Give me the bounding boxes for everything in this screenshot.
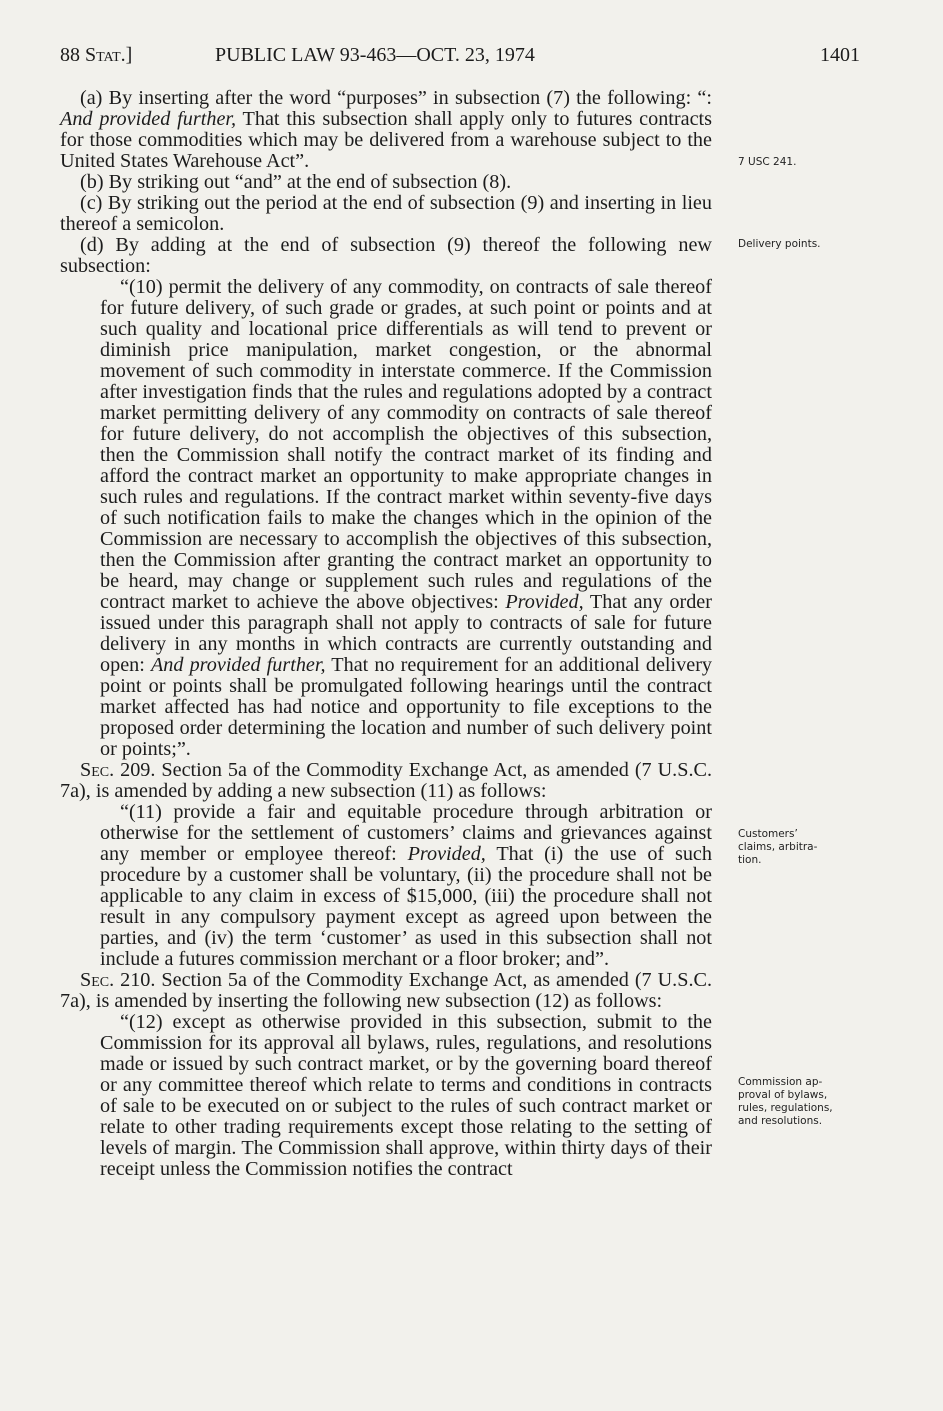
subsection-10-quote: “(10) permit the delivery of any commodity, on contracts of sale thereof for future delivery, of such grade or grades, at such point or points and at such quality and locational price differentials as will tend to prevent or diminish price manipulation, market congestion, or the abnormal movement of such commodity in interstate commerce. If the Commission after investigation finds that the rules and regulations adopted by a contract market permitting delivery of any commodity on contracts of sale thereof for future delivery, do not accomplish the objectives of this subsection, then the Commission shall notify the contract market of its finding and afford the contract market an opportunity to make appropriate changes in such rules and regulations. If the contract market within seventy-five days of such notification fails to make the changes which in the opinion of the Commission are necessary to accomplish the objectives of this subsection, then the Commission after granting the contract market an opportunity to be heard, may change or supplement such rules and regulations of the contract market to achieve the above objectives: Provided, That any order issued under this paragraph shall not apply to contracts of sale for future delivery in any months in which contracts are currently outstanding and open: And provided further, That no requirement for an additional delivery point or points shall be promulgated following hearings until the contract market affected has had notice and opportunity to file exceptions to the proposed order determining the location and number of such delivery point or points;”. xyxy=(100,276,713,760)
paragraph-c: (c) By striking out the period at the end of subsection (9) and inserting in lieu thereof a semicolon. xyxy=(60,192,712,235)
margin-note-commission-approval: Commission ap- proval of bylaws, rules, regulations, and resolutions. xyxy=(738,1076,833,1127)
section-209: Sec. 209. Section 5a of the Commodity Exchange Act, as amended (7 U.S.C. 7a), is amended by adding a new subsection (11) as follows: xyxy=(60,759,713,802)
subsection-12-quote: “(12) except as otherwise provided in this subsection, submit to the Commission for its approval all bylaws, rules, regulations, and resolutions made or issued by such contract market, or by the governing board thereof or any committee thereof which relate to terms and conditions in contracts of sale to be executed on or subject to the rules of such contract market or relate to other trading requirements except those relating to the setting of levels of margin. The Commission shall approve, within thirty days of their receipt unless the Commission notifies the contract xyxy=(100,1011,712,1180)
body-text xyxy=(60,88,712,1180)
page-header xyxy=(60,44,860,74)
margin-note-customers-claims: Customers’ claims, arbitra- tion. xyxy=(738,828,818,866)
section-210-label: Sec. 210. xyxy=(80,969,156,991)
volume-reference: 88 Stat.] xyxy=(60,44,133,66)
margin-note-usc: 7 USC 241. xyxy=(738,156,797,168)
paragraph-a: (a) By inserting after the word “purposes” in subsection (7) the following: “: And provided further, That this subsection shall apply only to futures contracts for those commodities which may be delivered from a warehouse subject to the United States Warehouse Act”. xyxy=(60,87,713,172)
page-number: 1401 xyxy=(820,44,860,66)
section-210: Sec. 210. Section 5a of the Commodity Exchange Act, as amended (7 U.S.C. 7a), is amended by inserting the following new subsection (12) as follows: xyxy=(60,969,713,1012)
subsection-11-quote: “(11) provide a fair and equitable procedure through arbitration or otherwise for the settlement of customers’ claims and grievances against any member or employee thereof: Provided, That (i) the use of such procedure by a customer shall be voluntary, (ii) the procedure shall not be applicable to any claim in excess of $15,000, (iii) the procedure shall not result in any compulsory payment except as agreed upon between the parties, and (iv) the term ‘customer’ as used in this subsection shall not include a futures commission merchant or a floor broker; and”. xyxy=(100,801,712,970)
page-title: PUBLIC LAW 93-463—OCT. 23, 1974 xyxy=(215,44,535,66)
section-209-label: Sec. 209. xyxy=(80,759,156,781)
paragraph-d: (d) By adding at the end of subsection (9) thereof the following new subsection: xyxy=(60,234,712,277)
paragraph-b: (b) By striking out “and” at the end of subsection (8). xyxy=(80,171,512,193)
margin-note-delivery-points: Delivery points. xyxy=(738,238,821,250)
